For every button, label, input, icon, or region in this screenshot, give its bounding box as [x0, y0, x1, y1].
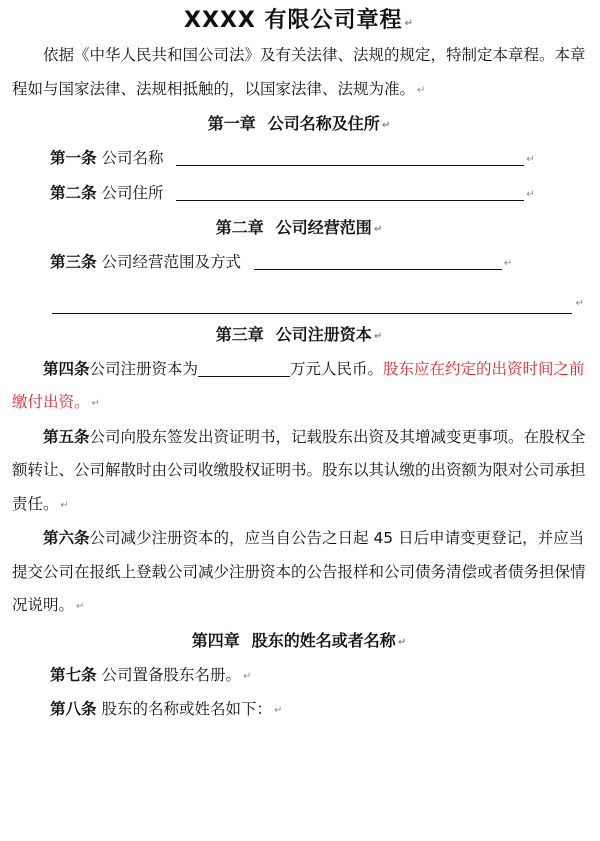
paragraph-mark: ↵	[91, 398, 100, 409]
chapter-3-heading: 第三章 公司注册资本 ↵	[215, 324, 383, 344]
paragraph-mark: ↵	[575, 297, 584, 309]
article-number: 第五条	[43, 427, 90, 446]
paragraph-mark: ↵	[417, 84, 426, 96]
paragraph-mark: ↵	[242, 670, 252, 682]
article-6: 第六条公司减少注册资本的，应当自公告之日起 45 日后申请变更登记，并应当提交公司在报纸上登载公司减少注册资本的公告报样和公司债务清偿或者债务担保情况说明。 ↵	[12, 529, 586, 614]
paragraph-mark: ↵	[526, 154, 535, 165]
paragraph-mark: ↵	[397, 636, 407, 648]
paragraph-mark: ↵	[526, 188, 535, 200]
article-number: 第三条	[50, 253, 97, 271]
paragraph-mark: ↵	[373, 224, 383, 235]
chapter-4-heading: 第四章 股东的姓名或者名称 ↵	[191, 630, 407, 650]
article-number: 第七条	[50, 665, 97, 684]
business-scope-blank[interactable]	[254, 251, 502, 270]
article-5: 第五条公司向股东签发出资证明书，记载股东出资及其增减变更事项。在股权全额转让、公司解散时由公司收缴股权证明书。股东以其认缴的出资额为限对公司承担责任。 ↵	[12, 427, 586, 513]
paragraph-mark: ↵	[373, 330, 383, 342]
article-number: 第一条	[50, 149, 97, 167]
article-number: 第八条	[50, 700, 97, 718]
paragraph-mark: ↵	[60, 499, 69, 511]
paragraph-mark: ↵	[76, 601, 85, 612]
article-8: 第八条 股东的名称或姓名如下： ↵	[50, 700, 283, 718]
article-3: 第三条 公司经营范围及方式 ↵	[50, 253, 513, 271]
business-scope-continuation-blank[interactable]	[52, 287, 584, 314]
registered-capital-blank[interactable]	[198, 358, 290, 377]
preamble-paragraph: 依据《中华人民共和国公司法》及有关法律、法规的规定，特制定本章程。本章程如与国家法律、法规相抵触的，以国家法律、法规为准。 ↵	[12, 46, 586, 98]
company-name-blank[interactable]	[176, 147, 524, 166]
article-4: 第四条公司注册资本为 万元人民币。股东应在约定的出资时间之前缴付出资。 ↵	[12, 359, 585, 411]
paragraph-mark: ↵	[404, 18, 414, 29]
article-number: 第六条	[43, 529, 90, 547]
article-1: 第一条 公司名称 ↵	[50, 149, 535, 167]
article-7: 第七条 公司置备股东名册。 ↵	[50, 665, 252, 684]
capital-contribution-note: 股东应在约定的出资时间之前缴付出资。	[12, 359, 585, 411]
chapter-1-heading: 第一章 公司名称及住所 ↵	[207, 114, 391, 133]
company-address-blank[interactable]	[176, 182, 524, 201]
article-number: 第四条	[43, 359, 90, 378]
paragraph-mark: ↵	[273, 705, 283, 716]
chapter-2-heading: 第二章 公司经营范围 ↵	[215, 218, 383, 237]
article-number: 第二条	[50, 183, 97, 202]
paragraph-mark: ↵	[503, 258, 513, 269]
article-2: 第二条 公司住所 ↵	[50, 183, 535, 202]
document-title: XXXX 有限公司章程 ↵	[184, 8, 414, 33]
paragraph-mark: ↵	[381, 120, 391, 131]
